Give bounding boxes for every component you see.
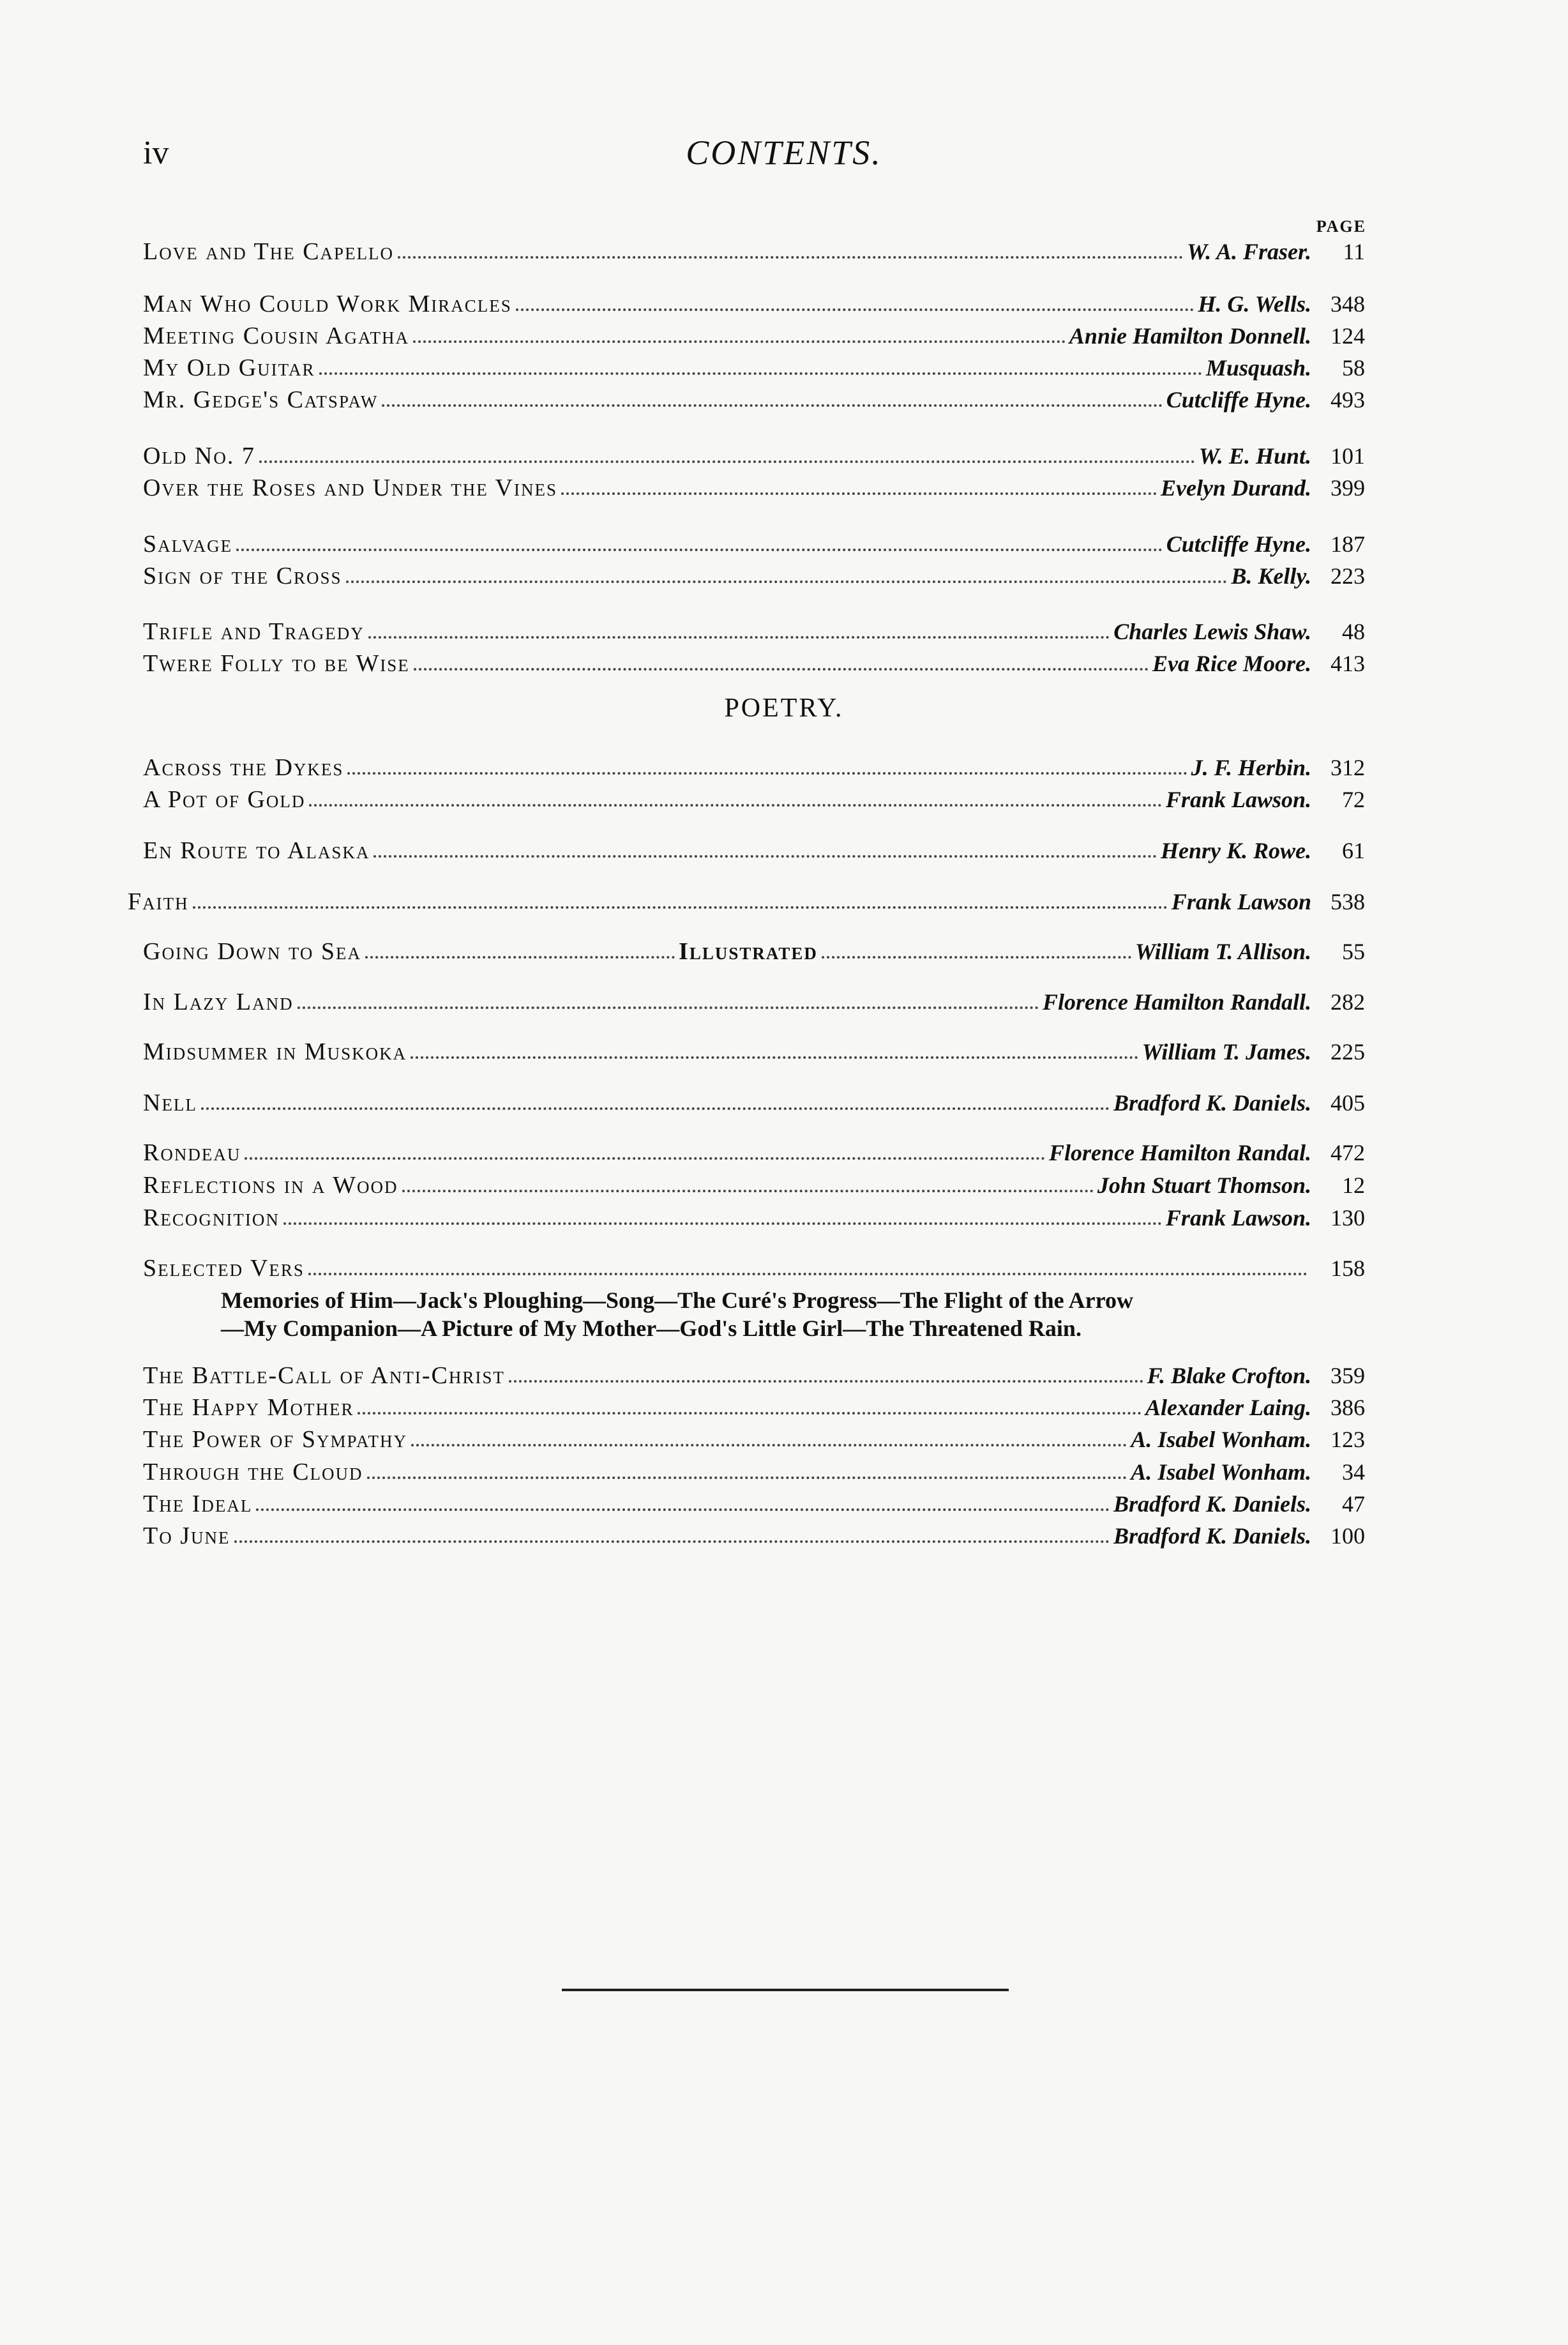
entry-page: 100 xyxy=(1331,1523,1365,1549)
entry-title: Meeting Cousin Agatha xyxy=(143,323,409,349)
entry-author: Cutcliffe Hyne. xyxy=(1166,531,1311,557)
entry-page: 472 xyxy=(1331,1140,1365,1165)
entry-title: Reflections in a Wood xyxy=(143,1172,398,1199)
entry-title: The Happy Mother xyxy=(143,1394,354,1421)
entry-title: Through the Cloud xyxy=(143,1459,363,1485)
leader-dots xyxy=(308,1273,1308,1275)
entry-page: 158 xyxy=(1331,1256,1365,1281)
entry-page: 101 xyxy=(1331,443,1365,469)
leader-dots xyxy=(298,1006,1039,1009)
entry-author: Henry K. Rowe. xyxy=(1160,838,1311,863)
page-title: CONTENTS. xyxy=(686,133,882,172)
entry-page: 399 xyxy=(1331,475,1365,501)
entry-page: 187 xyxy=(1331,531,1365,557)
page-column-label: PAGE xyxy=(1316,217,1366,236)
poetry-heading: POETRY. xyxy=(724,694,844,723)
contents-entry xyxy=(143,936,1311,967)
entry-title: Faith xyxy=(128,888,189,915)
leader-dots xyxy=(346,581,1228,583)
leader-dots xyxy=(234,1540,1110,1543)
leader-dots xyxy=(822,956,1131,959)
entry-title: The Battle-Call of Anti-Christ xyxy=(143,1362,505,1389)
leader-dots xyxy=(398,256,1183,259)
contents-entry xyxy=(128,886,1311,917)
entry-author: Frank Lawson. xyxy=(1165,787,1311,812)
entry-page: 312 xyxy=(1331,755,1365,780)
leader-dots xyxy=(256,1508,1110,1511)
leader-dots xyxy=(509,1380,1143,1383)
page-number: iv xyxy=(143,135,169,171)
entry-page: 493 xyxy=(1331,387,1365,413)
contents-entry xyxy=(143,1424,1311,1455)
entry-title: Sign of the Cross xyxy=(143,563,342,589)
leader-dots xyxy=(411,1444,1127,1446)
entry-page: 34 xyxy=(1342,1459,1365,1485)
entry-page: 282 xyxy=(1331,989,1365,1015)
contents-entry xyxy=(143,1521,1311,1551)
entry-author: A. Isabel Wonham. xyxy=(1131,1427,1311,1452)
leader-dots xyxy=(319,372,1202,375)
entry-page: 413 xyxy=(1331,651,1365,676)
entry-author: Annie Hamilton Donnell. xyxy=(1069,323,1311,349)
leader-dots xyxy=(561,492,1157,495)
footer-rule xyxy=(562,1989,1009,1991)
contents-entry xyxy=(143,1360,1311,1391)
contents-entry xyxy=(143,1253,1311,1284)
contents-entry xyxy=(143,1088,1311,1118)
entry-author: Musquash. xyxy=(1205,355,1311,381)
entry-title: The Power of Sympathy xyxy=(143,1426,408,1453)
entry-page: 47 xyxy=(1342,1491,1365,1517)
entry-page: 124 xyxy=(1331,323,1365,349)
contents-entry xyxy=(143,1137,1311,1168)
contents-entry xyxy=(143,1203,1311,1233)
leader-dots xyxy=(358,1412,1142,1415)
entry-page: 58 xyxy=(1342,355,1365,381)
contents-entry xyxy=(143,441,1311,471)
entry-title: The Ideal xyxy=(143,1491,253,1517)
entry-author: Florence Hamilton Randall. xyxy=(1042,989,1311,1015)
leader-dots xyxy=(201,1107,1110,1110)
entry-title: Midsummer in Muskoka xyxy=(143,1038,407,1065)
entry-page: 386 xyxy=(1331,1395,1365,1420)
entry-author: H. G. Wells. xyxy=(1198,291,1311,317)
contents-entry xyxy=(143,835,1311,866)
leader-dots xyxy=(411,1056,1138,1059)
selected-verse-subtitle: —My Companion—A Picture of My Mother—God's Little Girl—The Threatened Rain. xyxy=(221,1316,1082,1341)
leader-dots xyxy=(309,804,1162,807)
entry-author: W. A. Fraser. xyxy=(1186,239,1311,264)
entry-title: Trifle and Tragedy xyxy=(143,618,365,645)
entry-title: Over the Roses and Under the Vines xyxy=(143,474,557,501)
contents-entry xyxy=(143,1489,1311,1519)
entry-title: Twere Folly to be Wise xyxy=(143,650,410,677)
entry-author: B. Kelly. xyxy=(1231,563,1311,589)
entry-author: Frank Lawson. xyxy=(1165,1205,1311,1231)
leader-dots xyxy=(516,308,1195,311)
entry-author: F. Blake Crofton. xyxy=(1147,1363,1311,1388)
leader-dots xyxy=(402,1190,1094,1192)
entry-page: 12 xyxy=(1342,1172,1365,1198)
leader-dots xyxy=(236,549,1163,551)
entry-author: Charles Lewis Shaw. xyxy=(1113,619,1311,644)
contents-entry xyxy=(143,1036,1311,1067)
entry-author: Eva Rice Moore. xyxy=(1152,651,1311,676)
entry-page: 348 xyxy=(1331,291,1365,317)
contents-entry xyxy=(143,236,1311,267)
illustrated-note: Illustrated xyxy=(679,938,818,965)
leader-dots xyxy=(413,340,1066,343)
contents-entry xyxy=(143,561,1311,591)
entry-title: Rondeau xyxy=(143,1139,241,1166)
entry-author: Bradford K. Daniels. xyxy=(1113,1491,1311,1517)
entry-author: W. E. Hunt. xyxy=(1198,443,1311,469)
entry-author: Evelyn Durand. xyxy=(1160,475,1311,501)
entry-author: Bradford K. Daniels. xyxy=(1113,1090,1311,1116)
contents-entry xyxy=(143,616,1311,647)
entry-author: Frank Lawson xyxy=(1171,889,1311,914)
entry-title: Man Who Could Work Miracles xyxy=(143,291,512,317)
entry-title: A Pot of Gold xyxy=(143,786,306,813)
entry-title: Old No. 7 xyxy=(143,443,255,469)
leader-dots xyxy=(245,1157,1045,1160)
contents-entry xyxy=(143,1457,1311,1487)
leader-dots xyxy=(414,668,1149,671)
entry-title: To June xyxy=(143,1522,230,1549)
contents-entry xyxy=(143,1170,1311,1201)
entry-title: Selected Vers xyxy=(143,1255,305,1282)
leader-dots xyxy=(367,1476,1127,1479)
entry-title: In Lazy Land xyxy=(143,989,294,1015)
entry-author: Bradford K. Daniels. xyxy=(1113,1523,1311,1549)
entry-author: Florence Hamilton Randal. xyxy=(1048,1140,1311,1165)
entry-page: 55 xyxy=(1342,939,1365,964)
entry-page: 130 xyxy=(1331,1205,1365,1231)
leader-dots xyxy=(259,460,1195,463)
entry-page: 48 xyxy=(1342,619,1365,644)
entry-title: Salvage xyxy=(143,531,233,558)
contents-entry xyxy=(143,289,1311,319)
entry-page: 538 xyxy=(1331,889,1365,914)
entry-page: 61 xyxy=(1342,838,1365,863)
entry-author: Alexander Laing. xyxy=(1145,1395,1311,1420)
contents-entry xyxy=(143,529,1311,559)
leader-dots xyxy=(283,1222,1162,1225)
leader-dots xyxy=(365,956,675,959)
leader-dots xyxy=(193,906,1168,909)
entry-title: Mr. Gedge's Catspaw xyxy=(143,386,379,413)
entry-title: En Route to Alaska xyxy=(143,837,370,864)
entry-page: 72 xyxy=(1342,787,1365,812)
contents-entry xyxy=(143,784,1311,815)
contents-entry xyxy=(143,473,1311,503)
leader-dots xyxy=(382,404,1162,407)
entry-page: 225 xyxy=(1331,1039,1365,1065)
entry-author: J. F. Herbin. xyxy=(1191,755,1311,780)
entry-page: 11 xyxy=(1343,239,1365,264)
contents-entry xyxy=(143,1392,1311,1423)
entry-title: Nell xyxy=(143,1089,197,1116)
entry-page: 359 xyxy=(1331,1363,1365,1388)
entry-author: Cutcliffe Hyne. xyxy=(1166,387,1311,413)
contents-entry xyxy=(143,353,1311,383)
contents-entry xyxy=(143,384,1311,415)
leader-dots xyxy=(373,855,1157,858)
contents-entry xyxy=(143,321,1311,351)
contents-entry xyxy=(143,648,1311,679)
entry-author: William T. James. xyxy=(1142,1039,1311,1065)
entry-title: My Old Guitar xyxy=(143,354,315,381)
leader-dots xyxy=(368,636,1110,639)
entry-author: A. Isabel Wonham. xyxy=(1131,1459,1311,1485)
leader-dots xyxy=(347,772,1187,775)
selected-verse-subtitle: Memories of Him—Jack's Ploughing—Song—The Curé's Progress—The Flight of the Arrow xyxy=(221,1287,1133,1313)
entry-author: William T. Allison. xyxy=(1135,939,1312,964)
entry-title: Going Down to Sea xyxy=(143,938,361,965)
entry-title: Love and The Capello xyxy=(143,238,395,265)
entry-page: 223 xyxy=(1331,563,1365,589)
entry-title: Across the Dykes xyxy=(143,754,344,781)
entry-page: 123 xyxy=(1331,1427,1365,1452)
entry-title: Recognition xyxy=(143,1204,280,1231)
entry-page: 405 xyxy=(1331,1090,1365,1116)
entry-author: John Stuart Thomson. xyxy=(1097,1172,1311,1198)
contents-entry xyxy=(143,987,1311,1017)
contents-entry xyxy=(143,752,1311,783)
